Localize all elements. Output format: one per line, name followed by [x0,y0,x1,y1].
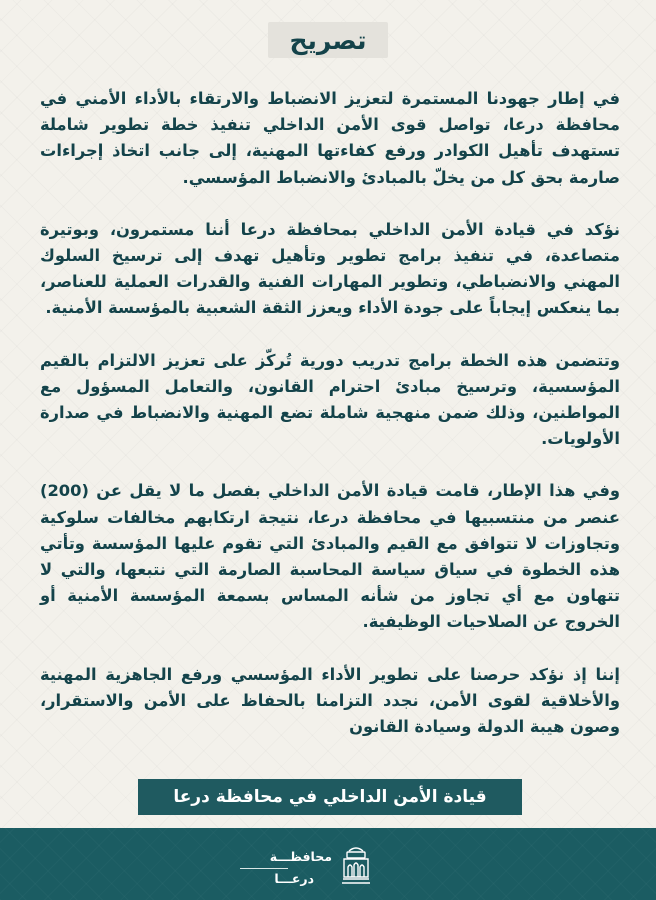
signature-banner [138,779,522,815]
paragraph-5: إننا إذ نؤكد حرصنا على تطوير الأداء المؤسسي ورفع الجاهزية المهنية والأخلاقية لقوى الأمن، نجدد التزامنا بالحفاظ على الأمن والاستقرار، وصون هيبة الدولة وسيادة القانون [40,664,620,737]
page-title: تصريح [289,25,367,55]
paragraph-3: وتتضمن هذه الخطة برامج تدريب دورية تُركّز على تعزيز الالتزام بالقيم المؤسسية، وترسيخ مبادئ احترام القانون، والتعامل المسؤول مع المواطنين، وذلك ضمن منهجية شاملة تضع المهنية والانضباط في صدارة الأولويات. [40,350,620,449]
signature-text: قيادة الأمن الداخلي في محافظة درعا [173,787,487,807]
footer-logo-text [240,846,332,890]
paragraph-1: في إطار جهودنا المستمرة لتعزيز الانضباط والارتقاء بالأداء الأمني في محافظة درعا، تواصل قوى الأمن الداخلي تنفيذ خطة تطوير شاملة تستهدف تأهيل الكوادر ورفع كفاءتها المهنية، إلى جانب اتخاذ إجراءات صارمة بحق كل من يخلّ بالمبادئ والانضباط المؤسسي. [40,89,620,187]
title-container [0,22,656,58]
title-box [268,22,388,58]
paragraph-4: وفي هذا الإطار، قامت قيادة الأمن الداخلي بفصل ما لا يقل عن (200) عنصر من منتسبيها في محافظة درعا، نتيجة ارتكابهم مخالفات سلوكية وتجاوزات لا تتوافق مع القيم والمبادئ التي تقوم عليها المؤسسة وتأتي هذه الخطوة في سياق سياسة المحاسبة الصارمة التي نتبعها، والتي لا تتهاون مع أي تجاوز من شأنه المساس بسمعة المؤسسة الأمنية أو الخروج عن الصلاحيات الوظيفية. [40,481,620,632]
governorate-emblem-icon [340,843,372,887]
footer-line-daraa: درعـــا [274,871,314,886]
paragraph-2: نؤكد في قيادة الأمن الداخلي بمحافظة درعا أننا مستمرون، وبوتيرة متصاعدة، في تنفيذ برامج تطوير وتأهيل تهدف إلى ترسيخ السلوك المهني والانضباطي، وتطوير المهارات الفنية والقدرات العملية للعناصر، بما ينعكس إيجاباً على جودة الأداء ويعزز الثقة الشعبية بالمؤسسة الأمنية. [40,219,620,318]
footer-divider [240,868,288,869]
statement-body [40,86,620,766]
footer-line-governorate: محافظـــة [269,849,332,864]
